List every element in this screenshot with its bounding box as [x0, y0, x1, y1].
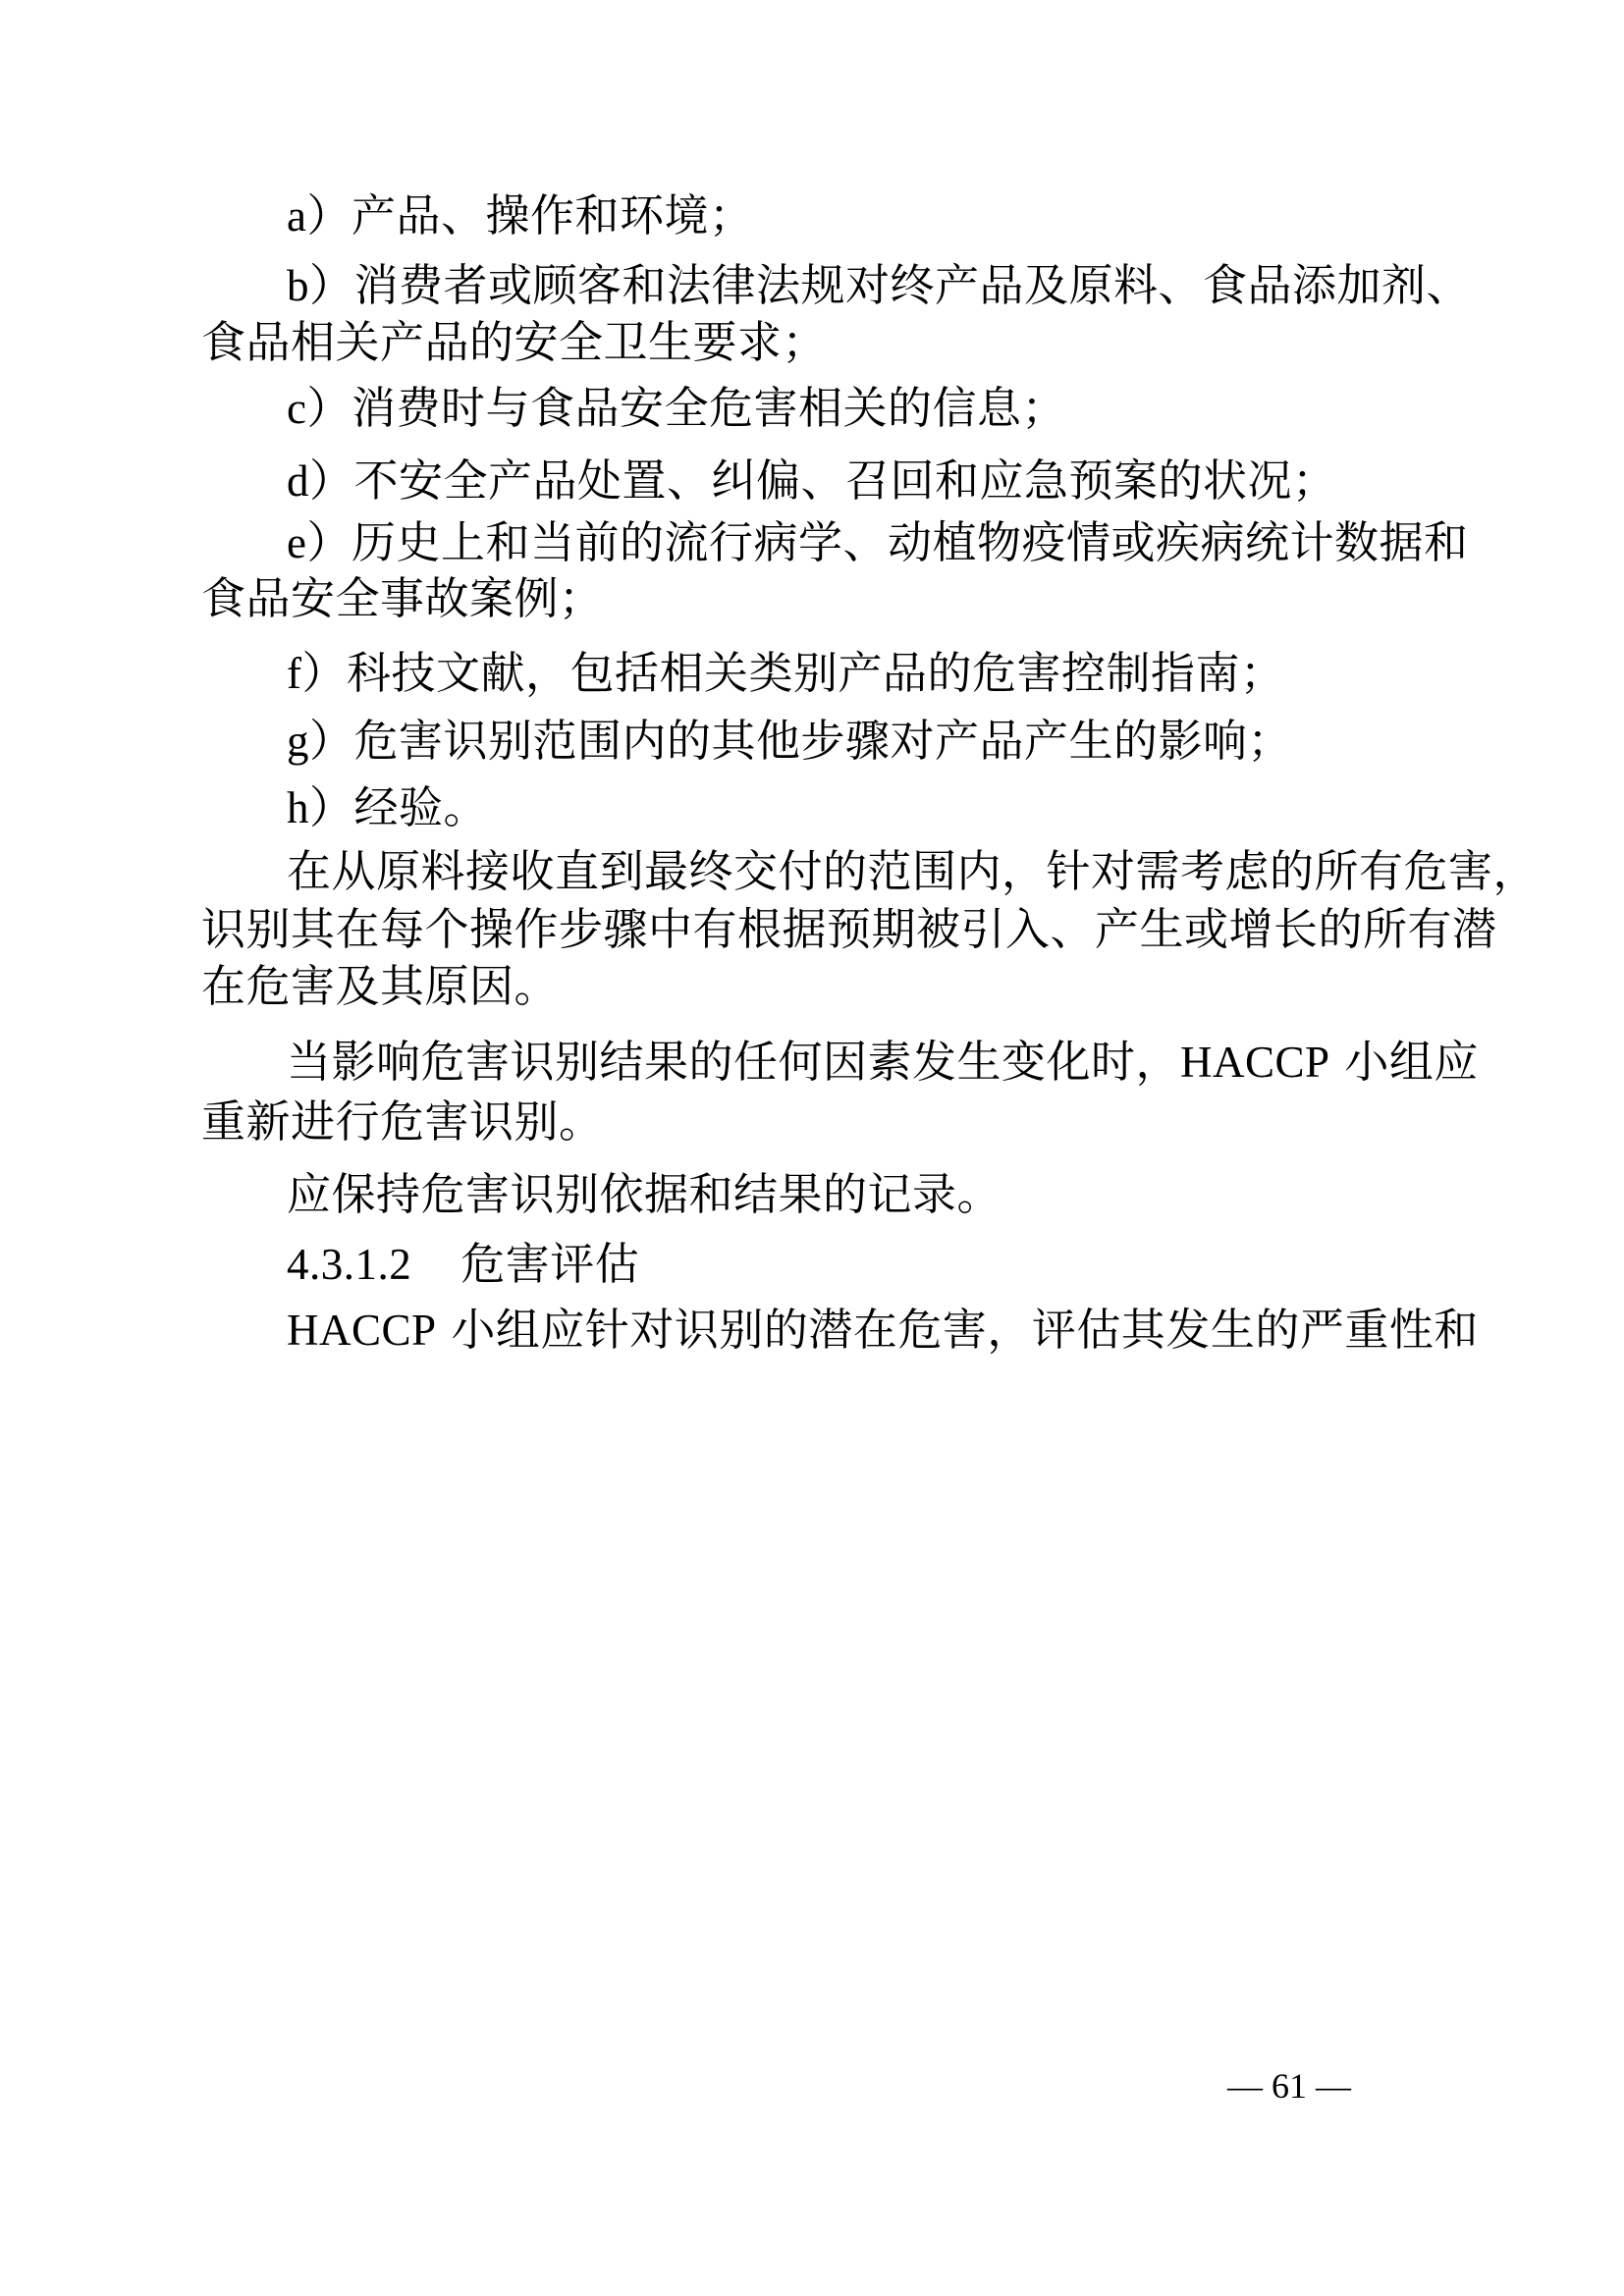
list-label: c） — [287, 384, 352, 433]
list-text: 经验。 — [353, 781, 489, 833]
list-label: g） — [287, 717, 354, 766]
paragraph-1-line-3: 在危害及其原因。 — [201, 960, 560, 1012]
list-item-e-continuation: 食品安全事故案例； — [201, 572, 604, 624]
list-text: 历史上和当前的流行病学、动植物疫情或疾病统计数据和 — [351, 516, 1469, 568]
paragraph-2-line-2: 重新进行危害识别。 — [201, 1095, 604, 1148]
haccp-term: HACCP — [287, 1306, 437, 1355]
list-text: 科技文献，包括相关类别产品的危害控制指南； — [347, 647, 1285, 699]
paragraph-text: 当影响危害识别结果的任何因素发生变化时， — [287, 1036, 1181, 1088]
section-heading — [287, 1235, 639, 1294]
list-item-g — [287, 712, 1292, 771]
paragraph-3: 应保持危害识别依据和结果的记录。 — [287, 1168, 1002, 1220]
paragraph-1-line-2: 识别其在每个操作步骤中有根据预期被引入、产生或增长的所有潜 — [201, 903, 1497, 955]
list-label: d） — [287, 456, 354, 506]
list-item-c — [287, 379, 1066, 438]
last-paragraph-line-1 — [287, 1301, 1479, 1360]
section-title: 危害评估 — [460, 1238, 640, 1290]
section-number: 4.3.1.2 — [287, 1240, 412, 1289]
paragraph-text: 小组应 — [1329, 1036, 1479, 1088]
haccp-term: HACCP — [1180, 1038, 1330, 1087]
page-number: — 61 — — [1227, 2066, 1351, 2106]
list-label: e） — [287, 518, 352, 567]
paragraph-2-line-1 — [287, 1033, 1479, 1092]
paragraph-1-line-1: 在从原料接收直到最终交付的范围内，针对需考虑的所有危害， — [287, 845, 1539, 897]
list-item-b-continuation: 食品相关产品的安全卫生要求； — [201, 316, 828, 368]
list-item-e — [287, 513, 1469, 572]
list-item-f — [287, 644, 1285, 703]
list-item-h — [287, 778, 488, 837]
list-label: h） — [287, 783, 354, 832]
list-label: a） — [287, 191, 352, 240]
list-text: 消费时与食品安全危害相关的信息； — [351, 382, 1066, 434]
list-label: f） — [287, 649, 347, 698]
list-text: 消费者或顾客和法律法规对终产品及原料、食品添加剂、 — [353, 259, 1472, 311]
list-item-d — [287, 452, 1337, 510]
list-item-a — [287, 187, 754, 245]
list-text: 不安全产品处置、纠偏、召回和应急预案的状况； — [353, 454, 1337, 507]
paragraph-text: 小组应针对识别的潜在危害，评估其发生的严重性和 — [436, 1304, 1479, 1356]
list-item-b — [287, 256, 1471, 315]
list-label: b） — [287, 261, 354, 310]
list-text: 产品、操作和环境； — [351, 189, 754, 241]
list-text: 危害识别范围内的其他步骤对产品产生的影响； — [353, 715, 1293, 767]
